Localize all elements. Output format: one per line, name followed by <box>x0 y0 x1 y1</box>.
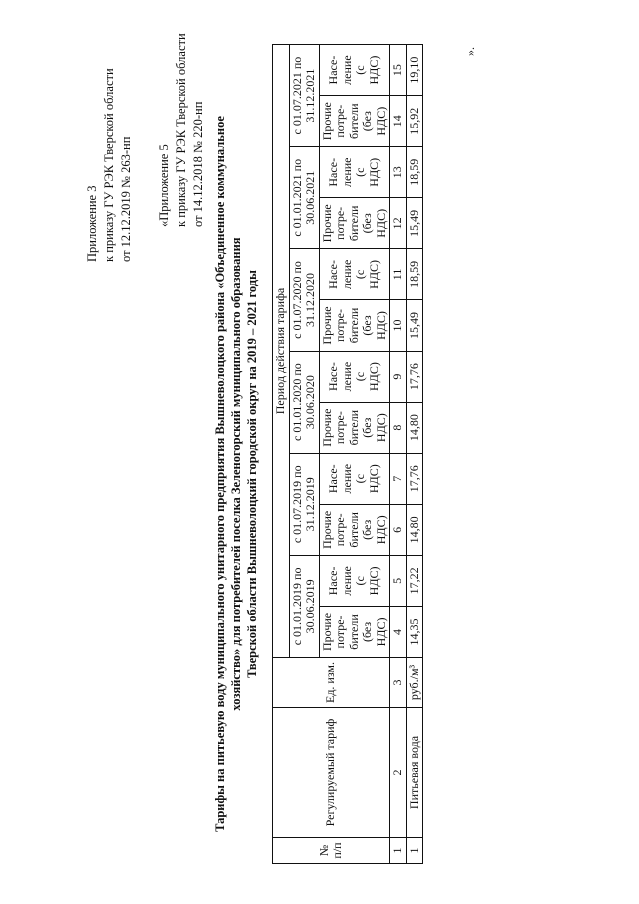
appendix-5-block <box>156 12 207 227</box>
period-1: с 01.01.2019 по 30.06.2019 <box>289 555 319 657</box>
tariff-value: 14,80 <box>406 402 423 453</box>
consumer-other: Прочие потре- бители (без НДС) <box>319 402 390 453</box>
consumer-other: Прочие потре- бители (без НДС) <box>319 198 390 249</box>
consumer-population: Насе- ление (с НДС) <box>319 555 390 606</box>
consumer-other: Прочие потре- бители (без НДС) <box>319 606 390 657</box>
appendix-3-block <box>84 12 135 262</box>
consumer-population: Насе- ление (с НДС) <box>319 147 390 198</box>
period-4: с 01.07.2020 по 31.12.2020 <box>289 249 319 351</box>
consumer-other: Прочие потре- бители (без НДС) <box>319 300 390 351</box>
consumer-population: Насе- ление (с НДС) <box>319 351 390 402</box>
index-cell: 5 <box>390 555 407 606</box>
consumer-population: Насе- ление (с НДС) <box>319 45 390 96</box>
tariff-value: 15,49 <box>406 300 423 351</box>
consumer-other: Прочие потре- бители (без НДС) <box>319 96 390 147</box>
index-cell: 2 <box>390 708 407 838</box>
tariff-value: 17,76 <box>406 453 423 504</box>
header-row-1 <box>273 45 290 864</box>
consumer-population: Насе- ление (с НДС) <box>319 453 390 504</box>
index-cell: 4 <box>390 606 407 657</box>
tariff-value: 15,49 <box>406 198 423 249</box>
tariff-value: 17,76 <box>406 351 423 402</box>
tariff-value: 14,80 <box>406 504 423 555</box>
index-cell: 13 <box>390 147 407 198</box>
tariff-value: 15,92 <box>406 96 423 147</box>
tariff-value: 18,59 <box>406 249 423 300</box>
header-unit: Ед. изм. <box>273 658 390 708</box>
title-line-3: Тверской области Вышневолоцкий городской округ на 2019 – 2021 годы <box>245 270 259 678</box>
appendix-3-order-date: от 12.12.2019 № 263-нп <box>119 136 133 262</box>
index-cell: 14 <box>390 96 407 147</box>
row-tariff-name: Питьевая вода <box>406 708 423 838</box>
tariff-value: 14,35 <box>406 606 423 657</box>
period-3: с 01.01.2020 по 30.06.2020 <box>289 351 319 453</box>
tariff-value: 17,22 <box>406 555 423 606</box>
period-5: с 01.01.2021 по 30.06.2021 <box>289 147 319 249</box>
index-cell: 8 <box>390 402 407 453</box>
index-cell: 7 <box>390 453 407 504</box>
title-line-2: хозяйство» для потребителей поселка Зеленогорский муниципального образования <box>229 237 243 711</box>
table-row <box>406 45 423 864</box>
header-period: Период действия тарифа <box>273 45 290 658</box>
consumer-other: Прочие потре- бители (без НДС) <box>319 504 390 555</box>
tariff-value: 19,10 <box>406 45 423 96</box>
title-line-1: Тарифы на питьевую воду муниципального унитарного предприятия Вышневолоцкого района «Объединенное коммунальное <box>213 116 227 832</box>
appendix-5-order-ref: к приказу ГУ РЭК Тверской области <box>174 33 188 227</box>
index-cell: 10 <box>390 300 407 351</box>
document-title <box>212 84 260 864</box>
appendix-5-order-date: от 14.12.2018 № 220-нп <box>191 101 205 227</box>
appendix-3-title: Приложение 3 <box>85 185 99 262</box>
header-num: № п/п <box>273 838 390 864</box>
tariff-value: 18,59 <box>406 147 423 198</box>
index-cell: 9 <box>390 351 407 402</box>
index-cell: 1 <box>390 838 407 864</box>
tariff-table <box>272 44 423 864</box>
header-tariff: Регулируемый тариф <box>273 708 390 838</box>
index-cell: 12 <box>390 198 407 249</box>
consumer-population: Насе- ление (с НДС) <box>319 249 390 300</box>
row-num: 1 <box>406 838 423 864</box>
index-cell: 11 <box>390 249 407 300</box>
index-row <box>390 45 407 864</box>
period-6: с 01.07.2021 по 31.12.2021 <box>289 45 319 147</box>
appendix-5-title: «Приложение 5 <box>157 144 171 227</box>
index-cell: 15 <box>390 45 407 96</box>
index-cell: 6 <box>390 504 407 555</box>
appendix-3-order-ref: к приказу ГУ РЭК Тверской области <box>102 68 116 262</box>
index-cell: 3 <box>390 658 407 708</box>
row-unit: руб./м³ <box>406 658 423 708</box>
closing-quote-mark: ». <box>463 47 477 56</box>
period-2: с 01.07.2019 по 31.12.2019 <box>289 453 319 555</box>
